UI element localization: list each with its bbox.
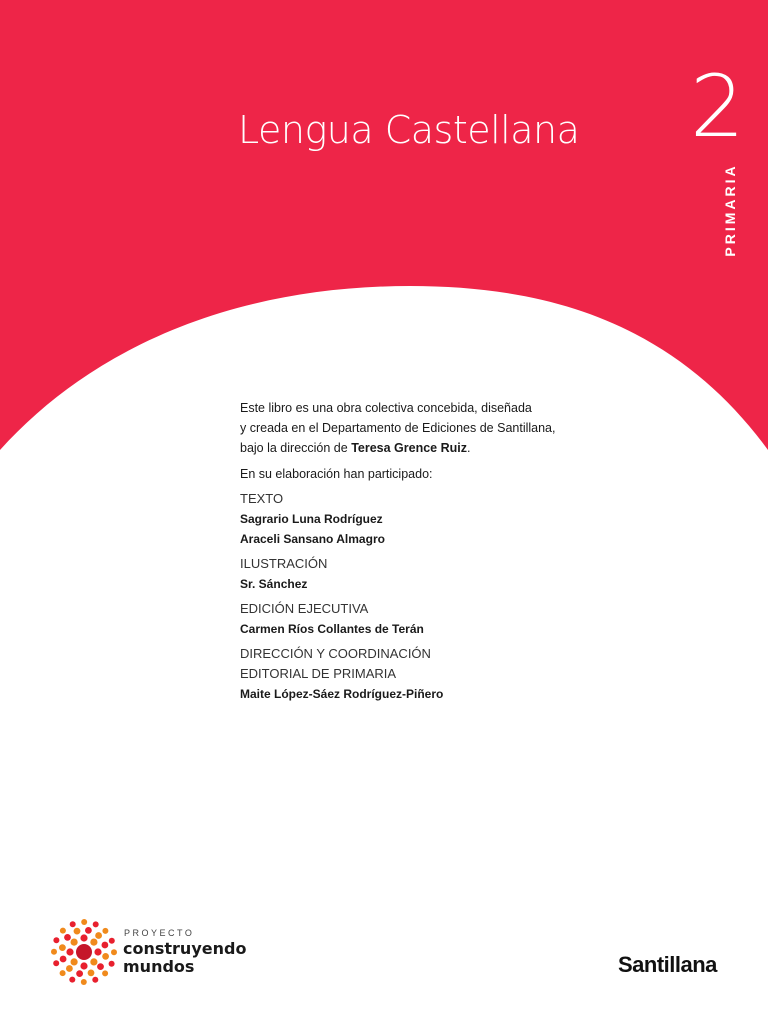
credits-section-text — [240, 489, 570, 549]
logo-dot — [111, 949, 117, 955]
red-header-shape — [0, 0, 768, 450]
dotted-sun-icon — [50, 916, 118, 988]
contributor-name: Maite López-Sáez Rodríguez-Piñero — [240, 687, 444, 701]
logo-dots — [51, 919, 117, 985]
logo-dot — [102, 953, 109, 960]
logo-dot — [93, 921, 99, 927]
logo-dot — [102, 970, 108, 976]
intro-line-director — [240, 438, 570, 458]
grade-level-text: PRIMARIA — [722, 163, 738, 257]
logo-dot — [53, 937, 59, 943]
logo-dot — [94, 948, 101, 955]
contributor-name: Sr. Sánchez — [240, 577, 308, 591]
contributor-name: Sagrario Luna Rodríguez — [240, 512, 383, 526]
logo-dot — [95, 932, 102, 939]
project-label: PROYECTO — [124, 928, 195, 938]
publisher-logo: Santillana — [618, 952, 717, 977]
logo-dot — [88, 970, 95, 977]
logo-dot — [76, 944, 92, 960]
section-heading: EDICIÓN EJECUTIVA — [240, 601, 369, 616]
logo-dot — [80, 962, 87, 969]
book-title: Lengua Castellana — [238, 108, 580, 152]
logo-dot — [60, 928, 66, 934]
logo-dot — [80, 934, 87, 941]
logo-dot — [71, 958, 78, 965]
section-heading: EDITORIAL DE PRIMARIA — [240, 666, 397, 681]
grade-number: 2 — [690, 57, 745, 157]
logo-dot — [60, 956, 67, 963]
logo-dot — [90, 939, 97, 946]
logo-dot — [102, 928, 108, 934]
logo-dot — [92, 977, 98, 983]
section-heading: TEXTO — [240, 491, 284, 506]
credits-section-illustration — [240, 554, 570, 594]
intro-line: y creada en el Departamento de Ediciones de Santillana, — [240, 421, 556, 435]
project-name-line: construyendo — [123, 939, 247, 958]
logo-dot — [85, 927, 92, 934]
logo-dot — [102, 942, 109, 949]
section-heading: ILUSTRACIÓN — [240, 556, 328, 571]
project-name-line: mundos — [123, 957, 195, 976]
logo-dot — [71, 939, 78, 946]
logo-dot — [66, 948, 73, 955]
contributor-name: Araceli Sansano Almagro — [240, 532, 385, 546]
participated-line: En su elaboración han participado: — [240, 467, 433, 481]
logo-dot — [74, 928, 81, 935]
grade-level-label — [718, 160, 742, 260]
logo-dot — [64, 934, 71, 941]
logo-dot — [81, 919, 87, 925]
logo-dot — [70, 921, 76, 927]
project-name — [123, 940, 246, 976]
intro-suffix: . — [466, 441, 471, 455]
credits-block — [240, 398, 570, 709]
director-name: Teresa Grence Ruiz — [351, 441, 467, 455]
logo-dot — [81, 979, 87, 985]
logo-dot — [51, 949, 57, 955]
logo-dot — [53, 960, 59, 966]
logo-dot — [59, 944, 66, 951]
section-heading: DIRECCIÓN Y COORDINACIÓN — [240, 646, 431, 661]
logo-dot — [90, 958, 97, 965]
logo-dot — [69, 977, 75, 983]
logo-dot — [66, 965, 73, 972]
logo-dot — [109, 938, 115, 944]
contributor-name: Carmen Ríos Collantes de Terán — [240, 622, 424, 636]
intro-prefix: bajo la dirección de — [240, 441, 352, 455]
intro-line: Este libro es una obra colectiva concebida, diseñada — [240, 401, 532, 415]
credits-section-executive-edition — [240, 599, 570, 639]
logo-dot — [76, 970, 83, 977]
logo-dot — [109, 961, 115, 967]
logo-dot — [97, 963, 104, 970]
logo-dot — [60, 970, 66, 976]
credits-section-direction — [240, 644, 570, 704]
